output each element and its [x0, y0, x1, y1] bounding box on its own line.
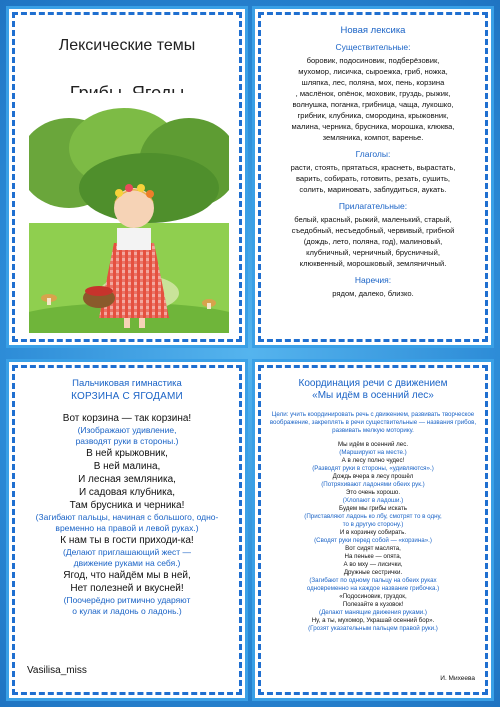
instruction-line: (Разводят руки в стороны, «удивляются».)	[312, 465, 434, 472]
card-title-heading: Лексические темы	[58, 37, 196, 54]
verbs-line: расти, стоять, прятаться, краснеть, вырастать,	[290, 163, 456, 172]
verse-line: В ней крыжовник,	[86, 448, 168, 459]
instruction-line: движение руками на себя.)	[73, 558, 181, 568]
verse-line: Вот корзина — так корзина!	[62, 413, 192, 424]
instruction-line: (Хлопают в ладоши.)	[342, 497, 404, 504]
verse-line: Это очень хорошо.	[345, 489, 401, 496]
verse-line: И лесная земляника,	[78, 474, 176, 485]
verse-line: На пеньке — опята,	[344, 553, 402, 560]
instruction-line: (Сводят руки перед собой — «корзина».)	[314, 537, 432, 544]
verse-line: К нам ты в гости приходи-ка!	[60, 535, 194, 546]
verse-line: Вот сидят маслята,	[345, 545, 401, 552]
poem-body	[15, 412, 239, 617]
adjectives-line: белый, красный, рыжий, маленький, старый,	[294, 215, 452, 224]
verse-line: «Подосиновик, груздок,	[339, 593, 407, 600]
verse-line: В ней малина,	[93, 461, 161, 472]
verse-line: Дружные сестрички.	[343, 569, 403, 576]
instruction-line: временно на правой и левой руках.)	[55, 523, 199, 533]
rhyme-body	[261, 441, 485, 633]
verse-line: И садовая клубника,	[78, 487, 176, 498]
instruction-line: (Загибают по одному пальцу на обеих руках	[309, 577, 437, 584]
speech-coordination-heading: Координация речи с движением	[298, 378, 448, 389]
verbs-line: варить, собирать, готовить, резать, сушить,	[295, 174, 451, 183]
instruction-line: разводят руки в стороны.)	[75, 436, 179, 446]
verbs-heading: Глаголы:	[355, 149, 391, 159]
nouns-line: волнушка, поганка, грибница, чаща, лукошко,	[292, 100, 454, 109]
instruction-line: (Загибают пальцы, начиная с большого, одно-	[35, 512, 219, 522]
nouns-line: шляпка, лес, поляна, мох, пень, корзина	[301, 78, 445, 87]
nouns-line: грибник, клубника, смородина, крыжовник,	[297, 111, 449, 120]
verse-line: Ягод, что найдём мы в ней,	[63, 570, 191, 581]
nouns-line: , маслёнок, опёнок, моховик, груздь, рыжик,	[295, 89, 451, 98]
goals-text: Цели: учить координировать речь с движением, развивать творческое воображение, закреплять в речи существительные — названия грибов, развивать мелкую моторику.	[269, 411, 477, 434]
instruction-line: (Изображают удивление,	[77, 425, 177, 435]
adjectives-heading: Прилагательные:	[338, 201, 408, 211]
verse-line: Ну, а ты, мухомор, Украшай осенний бор».	[311, 617, 435, 624]
card-finger-gymnastics	[12, 365, 242, 695]
finger-gymnastics-title: КОРЗИНА С ЯГОДАМИ	[71, 391, 183, 402]
instruction-line: (Делают приглашающий жест —	[62, 547, 192, 557]
adjectives-line: клюквенный, морошковый, земляничный.	[299, 259, 447, 268]
verse-line: Нет полезней и вкусней!	[70, 583, 184, 594]
adverbs-heading: Наречия:	[354, 275, 392, 285]
finger-gymnastics-heading: Пальчиковая гимнастика	[72, 378, 182, 389]
girl-with-basket-illustration	[29, 93, 229, 333]
nouns-line: малина, черника, брусника, морошка, клюква,	[291, 122, 455, 131]
instruction-line: одновременно на каждое название грибочка.)	[306, 585, 440, 592]
speech-coordination-content	[261, 378, 485, 682]
verse-line: Дождь вчера в лесу прошёл	[332, 473, 414, 480]
nouns-line: земляника, компот, варенье.	[322, 133, 424, 142]
instruction-line: (Делают манящие движения руками.)	[319, 609, 427, 616]
instruction-line: (Грозят указательным пальцем правой руки.)	[308, 625, 438, 632]
nouns-line: мухомор, лисичка, сыроежка, гриб, ножка,	[298, 67, 448, 76]
verse-line: А в лесу полно чудес!	[341, 457, 405, 464]
adjectives-line: клубничный, черничный, брусничный,	[306, 248, 440, 257]
card-title	[12, 12, 242, 342]
verse-line: Там брусника и черника!	[69, 500, 185, 511]
verbs-line: солить, мариновать, заблудиться, аукать.	[299, 185, 447, 194]
author: И. Михеева	[440, 675, 475, 682]
card-speech-coordination	[258, 365, 488, 695]
instruction-line: (Приставляют ладонь ко лбу, смотрят то в одну,	[304, 513, 442, 520]
instruction-line: то в другую сторону.)	[342, 521, 404, 528]
verse-line: Будем мы грибы искать	[339, 505, 407, 512]
vocabulary-content	[261, 15, 485, 299]
vocabulary-heading: Новая лексика	[340, 25, 406, 36]
verse-line: А во мху — лисички,	[343, 561, 403, 568]
adjectives-line: съедобный, несъедобный, червивый, грибной	[291, 226, 455, 235]
signature: Vasilisa_miss	[27, 665, 87, 676]
speech-coordination-title: «Мы идём в осенний лес»	[312, 390, 434, 401]
adjectives-line: (дождь, лето, поляна, год), малиновый,	[303, 237, 443, 246]
verse-line: Полезайте в кузовок!	[342, 601, 404, 608]
instruction-line: (Маршируют на месте.)	[339, 449, 407, 456]
verse-line: И в корзинку собирать.	[339, 529, 407, 536]
instruction-line: (Поочерёдно ритмично ударяют	[63, 595, 191, 605]
verse-line: Мы идём в осенний лес.	[337, 441, 409, 448]
nouns-line: боровик, подосиновик, подберёзовик,	[306, 56, 440, 65]
nouns-heading: Существительные:	[335, 42, 411, 52]
card-vocabulary	[258, 12, 488, 342]
instruction-line: (Потряхивают ладонями обеих рук.)	[321, 481, 425, 488]
instruction-line: о кулак и ладонь о ладонь.)	[72, 606, 182, 616]
finger-gymnastics-content	[15, 378, 239, 676]
adverbs-line: рядом, далеко, близко.	[332, 289, 414, 298]
